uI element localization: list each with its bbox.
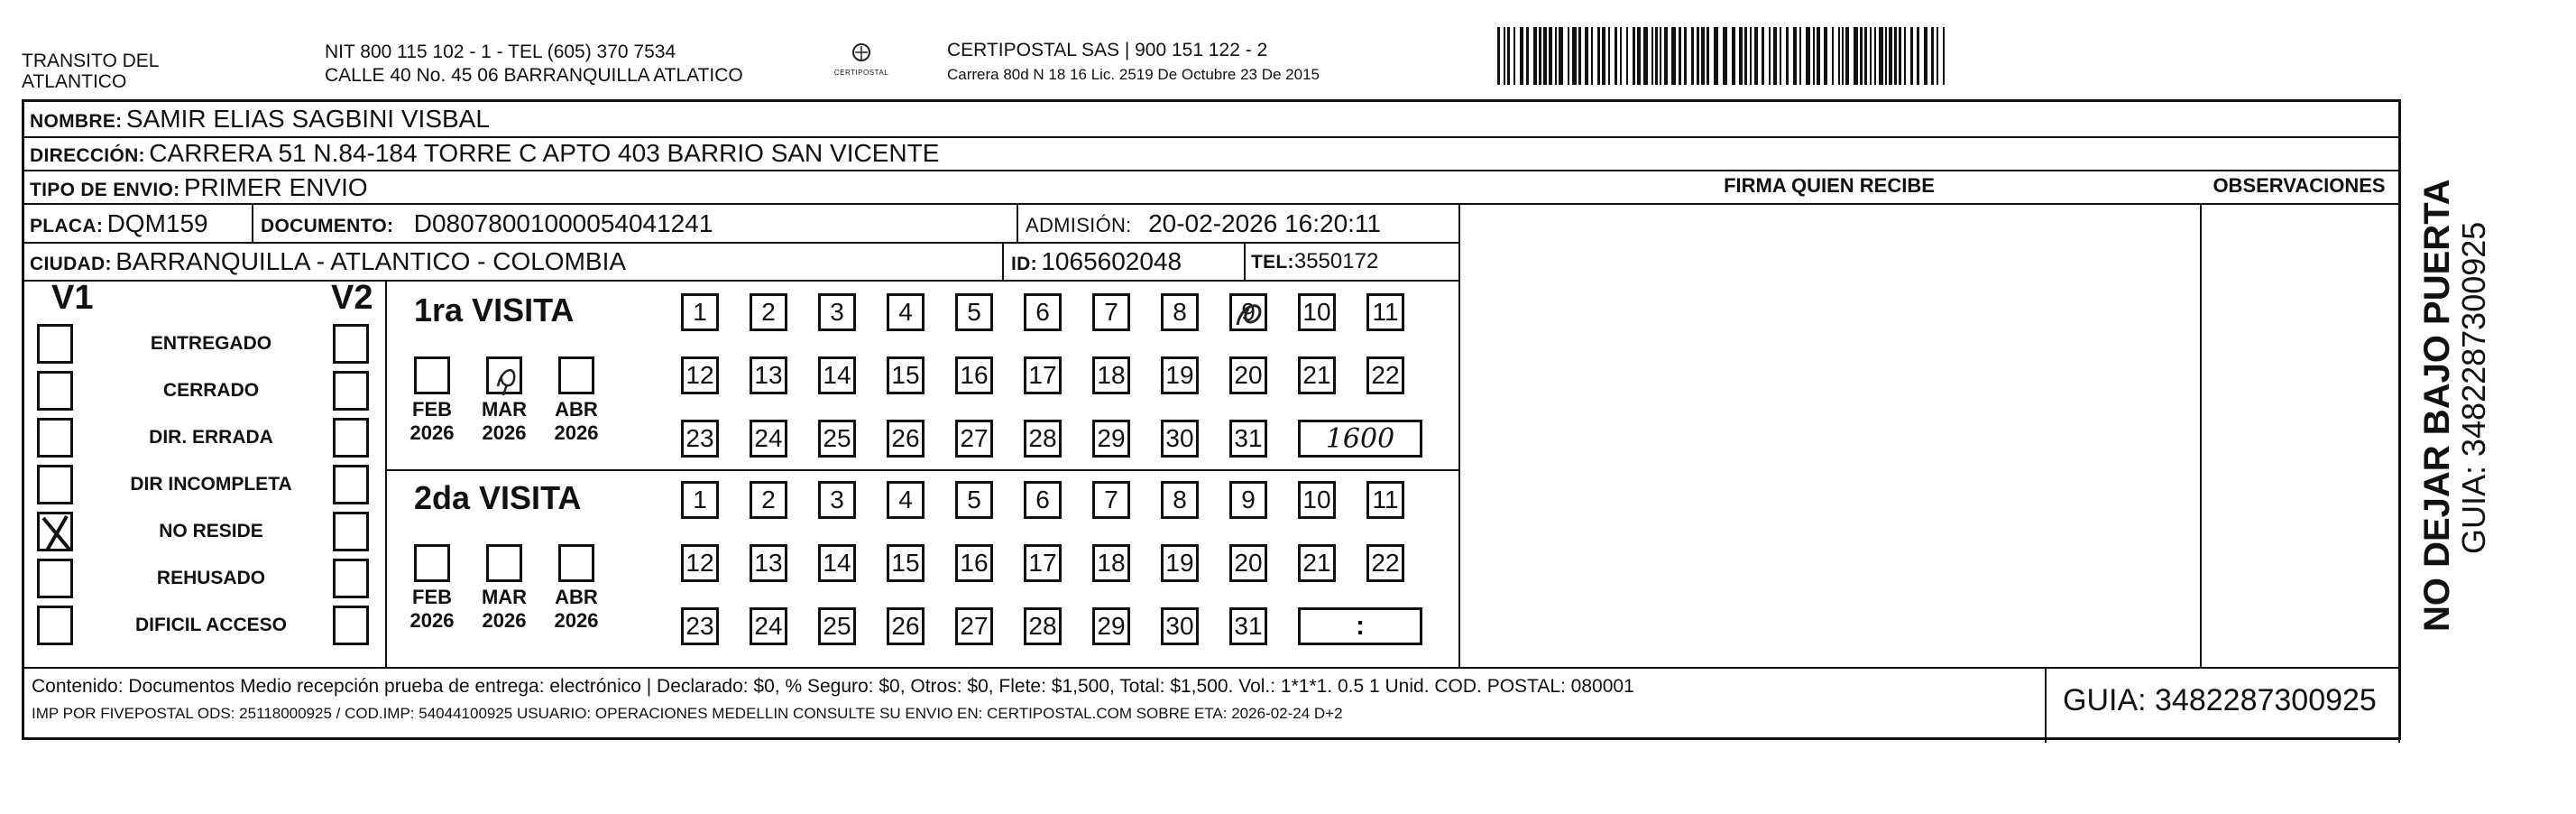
barcode-bar [1602, 27, 1605, 85]
barcode-bar [1533, 27, 1537, 85]
day-box[interactable]: 28 [1024, 607, 1062, 645]
v1-checkbox[interactable] [37, 324, 73, 364]
barcode-bar [1608, 27, 1610, 85]
barcode-bar [1655, 27, 1658, 85]
day-box[interactable]: 26 [887, 607, 925, 645]
id-label: ID: [1011, 254, 1037, 274]
day-box[interactable]: 24 [750, 607, 787, 645]
day-box[interactable]: 22 [1366, 356, 1404, 394]
barcode-bar [1597, 27, 1600, 85]
certipostal-logo [830, 38, 893, 85]
month-checkbox[interactable] [558, 356, 594, 394]
day-box[interactable]: 11 [1366, 293, 1404, 331]
visit-2-title: 2da VISITA [414, 479, 582, 516]
sender-nit: NIT 800 115 102 - 1 - TEL (605) 370 7534 [325, 42, 676, 62]
barcode-bar [1899, 27, 1901, 85]
company-line: CERTIPOSTAL SAS | 900 151 122 - 2 [947, 40, 1268, 60]
tel-value: 3550172 [1293, 249, 1379, 273]
v1-checkbox[interactable] [37, 559, 73, 598]
status-label: DIR. ERRADA [149, 427, 273, 448]
day-box[interactable]: 22 [1366, 544, 1404, 582]
day-box[interactable]: 26 [887, 420, 925, 458]
tel-row [1251, 246, 1378, 280]
day-box[interactable]: 19 [1161, 356, 1199, 394]
barcode-bar [1879, 27, 1883, 85]
time-box[interactable] [1298, 420, 1422, 458]
id-row [1011, 246, 1182, 282]
v2-label: V2 [331, 279, 373, 317]
footer-imp: IMP POR FIVEPOSTAL ODS: 25118000925 / COD.IMP: 54044100925 USUARIO: OPERACIONES MEDELLIN CONSULTE SU ENVIO EN: CERTIPOSTAL.COM SOBRE ETA: 2026-02-24 D+2 [32, 705, 1343, 722]
barcode-bar [1889, 27, 1892, 85]
barcode-bar [1799, 27, 1801, 85]
barcode-bar [1904, 27, 1906, 85]
barcode-bar [1615, 27, 1617, 85]
day-box[interactable]: 5 [955, 481, 993, 519]
placa-label: PLACA: [30, 216, 104, 236]
barcode-bar [1824, 27, 1827, 85]
barcode-bar [1943, 27, 1945, 85]
day-box[interactable]: 25 [818, 607, 856, 645]
footer-contenido: Contenido: Documentos Medio recepción prueba de entrega: electrónico | Declarado: $0, % Seguro: $0, Otros: $0, Flete: $1,500, Total: $1,500. Vol.: 1*1*1. 0.5 1 Unid. COD. POSTAL: 080001 [32, 676, 1634, 697]
day-box[interactable]: 3 [818, 293, 856, 331]
barcode-bar [1643, 27, 1648, 85]
day-box[interactable]: 21 [1298, 356, 1336, 394]
day-box[interactable]: 16 [955, 356, 993, 394]
barcode-bar [1732, 27, 1735, 85]
barcode-bar [1679, 27, 1681, 85]
day-box[interactable]: 21 [1298, 544, 1336, 582]
firma-header: FIRMA QUIEN RECIBE [1724, 174, 1935, 197]
side-warning: NO DEJAR BAJO PUERTA [2417, 179, 2457, 632]
barcode-bar [1714, 27, 1718, 85]
month-checkbox[interactable] [558, 544, 594, 582]
day-box[interactable]: 18 [1092, 544, 1130, 582]
v1-label: V1 [51, 279, 94, 317]
direccion-label: DIRECCIÓN: [30, 145, 145, 166]
ciudad-value: BARRANQUILLA - ATLANTICO - COLOMBIA [115, 247, 627, 275]
status-label: NO RESIDE [159, 521, 263, 541]
day-box[interactable]: 6 [1024, 293, 1062, 331]
v2-checkbox[interactable] [333, 371, 369, 411]
id-value: 1065602048 [1041, 247, 1182, 275]
direccion-row [30, 138, 939, 173]
day-box[interactable]: 7 [1092, 293, 1130, 331]
barcode-bar [1697, 27, 1699, 85]
month-checkbox[interactable] [414, 544, 450, 582]
barcode-bar [1549, 27, 1552, 85]
time-box[interactable] [1298, 607, 1422, 645]
month-year: 2026 [409, 421, 455, 444]
status-label: DIR INCOMPLETA [130, 474, 292, 495]
month-year: 2026 [482, 421, 527, 444]
ciudad-row [30, 246, 626, 282]
barcode-bar [1773, 27, 1777, 85]
barcode-bar [1520, 27, 1523, 85]
barcode-bar [1543, 27, 1547, 85]
day-box[interactable]: 30 [1161, 607, 1199, 645]
month-label [400, 398, 464, 445]
barcode-bar [1497, 27, 1500, 85]
barcode-bar [1924, 27, 1927, 85]
barcode-bar [1762, 27, 1764, 85]
day-box[interactable]: 12 [681, 544, 719, 582]
month-label [400, 586, 464, 633]
nombre-row [30, 104, 490, 139]
barcode-bar [1739, 27, 1743, 85]
status-label: CERRADO [162, 380, 260, 401]
barcode-bar [1864, 27, 1867, 85]
v2-checkbox[interactable] [333, 559, 369, 598]
v2-checkbox[interactable] [333, 465, 369, 504]
barcode-bar [1842, 27, 1844, 85]
direccion-value: CARRERA 51 N.84-184 TORRE C APTO 403 BARRIO SAN VICENTE [149, 139, 940, 167]
placa-row [30, 208, 208, 244]
barcode-bar [1701, 27, 1705, 85]
barcode-bar [1806, 27, 1810, 85]
day-box[interactable]: 28 [1024, 420, 1062, 458]
day-box[interactable]: 2 [750, 293, 787, 331]
day-box[interactable]: 13 [750, 356, 787, 394]
day-box[interactable]: 8 [1161, 481, 1199, 519]
nombre-label: NOMBRE: [30, 111, 123, 132]
barcode-bar [1651, 27, 1653, 85]
day-box[interactable]: 4 [887, 481, 925, 519]
tipo-value: PRIMER ENVIO [183, 173, 368, 201]
placa-value: DQM159 [106, 209, 208, 237]
barcode-bar [1526, 27, 1529, 85]
barcode-bar [1507, 27, 1510, 85]
month-checkbox[interactable] [414, 356, 450, 394]
day-box[interactable]: 15 [887, 356, 925, 394]
day-box[interactable]: 4 [887, 293, 925, 331]
day-box[interactable]: 13 [750, 544, 787, 582]
barcode-bar [1769, 27, 1771, 85]
logo-text: CERTIPOSTAL [833, 69, 889, 77]
check-mark-icon [40, 514, 76, 554]
day-number: 9 [1241, 298, 1256, 326]
month-name: FEB [412, 586, 452, 608]
barcode-bar [1838, 27, 1840, 85]
documento-row [261, 208, 713, 244]
barcode-bar [1504, 27, 1505, 85]
barcode-bar [1626, 27, 1628, 85]
day-box[interactable]: 6 [1024, 481, 1062, 519]
barcode-bar [1585, 27, 1588, 85]
month-checkbox[interactable] [486, 356, 522, 394]
barcode-bar [1817, 27, 1820, 85]
barcode-bar [1854, 27, 1858, 85]
day-box[interactable]: 18 [1092, 356, 1130, 394]
day-box[interactable]: 11 [1366, 481, 1404, 519]
ciudad-label: CIUDAD: [30, 254, 112, 274]
v1-checkbox[interactable] [37, 465, 73, 504]
month-label [473, 398, 536, 445]
barcode-bar [1786, 27, 1789, 85]
day-box[interactable]: 14 [818, 544, 856, 582]
barcode-bar [1885, 27, 1887, 85]
v2-checkbox[interactable] [333, 418, 369, 458]
v1-checkbox[interactable] [37, 371, 73, 411]
barcode-bar [1780, 27, 1781, 85]
day-box[interactable]: 29 [1092, 607, 1130, 645]
barcode [1497, 27, 1948, 85]
sender-line-1: TRANSITO DEL [22, 51, 160, 71]
month-label [545, 586, 608, 633]
day-box[interactable]: 3 [818, 481, 856, 519]
barcode-bar [1793, 27, 1797, 85]
day-box[interactable]: 16 [955, 544, 993, 582]
barcode-bar [1660, 27, 1661, 85]
month-name: MAR [481, 398, 528, 421]
sender-line-2: ATLANTICO [22, 71, 127, 92]
day-box[interactable]: 31 [1229, 607, 1267, 645]
day-box[interactable]: 10 [1298, 481, 1336, 519]
barcode-bar [1874, 27, 1876, 85]
status-label: DIFICIL ACCESO [134, 615, 287, 635]
time-value: : [1356, 611, 1365, 641]
v1-checkbox[interactable] [37, 606, 73, 645]
barcode-bar [1572, 27, 1577, 85]
license-line: Carrera 80d N 18 16 Lic. 2519 De Octubre 23 De 2015 [947, 66, 1320, 83]
v2-checkbox[interactable] [333, 606, 369, 645]
month-name: MAR [481, 586, 528, 608]
day-box[interactable]: 20 [1229, 544, 1267, 582]
barcode-bar [1754, 27, 1758, 85]
barcode-bar [1591, 27, 1593, 85]
day-box[interactable]: 27 [955, 420, 993, 458]
month-checkbox[interactable] [486, 544, 522, 582]
barcode-bar [1707, 27, 1709, 85]
day-box[interactable]: 30 [1161, 420, 1199, 458]
day-box[interactable]: 1 [681, 481, 719, 519]
barcode-bar [1870, 27, 1872, 85]
month-name: ABR [555, 398, 598, 421]
barcode-bar [1937, 27, 1938, 85]
admision-row [1026, 208, 1381, 244]
day-box[interactable]: 25 [818, 420, 856, 458]
day-box[interactable]: 17 [1024, 356, 1062, 394]
day-box[interactable]: 10 [1298, 293, 1336, 331]
barcode-bar [1845, 27, 1849, 85]
month-year: 2026 [554, 421, 599, 444]
day-box[interactable]: 15 [887, 544, 925, 582]
v1-checkbox[interactable] [37, 418, 73, 458]
day-box[interactable]: 20 [1229, 356, 1267, 394]
documento-value: D08078001000054041241 [413, 209, 713, 237]
month-year: 2026 [554, 609, 599, 632]
barcode-bar [1633, 27, 1635, 85]
status-label: ENTREGADO [150, 333, 272, 354]
barcode-bar [1568, 27, 1569, 85]
barcode-bar [1744, 27, 1747, 85]
barcode-bar [1931, 27, 1934, 85]
month-name: FEB [412, 398, 452, 421]
observaciones-header: OBSERVACIONES [2213, 174, 2386, 197]
v2-checkbox[interactable] [333, 324, 369, 364]
barcode-bar [1539, 27, 1541, 85]
barcode-bar [1691, 27, 1694, 85]
documento-label: DOCUMENTO: [261, 216, 394, 236]
status-label: REHUSADO [156, 568, 266, 588]
month-label [473, 586, 536, 633]
barcode-bar [1894, 27, 1897, 85]
day-box[interactable]: 2 [750, 481, 787, 519]
barcode-bar [1813, 27, 1815, 85]
admision-label: ADMISIÓN: [1026, 214, 1132, 236]
barcode-bar [1750, 27, 1752, 85]
day-box[interactable]: 27 [955, 607, 993, 645]
month-name: ABR [555, 586, 598, 608]
day-box[interactable]: 19 [1161, 544, 1199, 582]
day-box[interactable]: 29 [1092, 420, 1130, 458]
tipo-row [30, 172, 368, 208]
barcode-bar [1684, 27, 1687, 85]
v2-checkbox[interactable] [333, 512, 369, 551]
visit-1-title: 1ra VISITA [414, 291, 575, 328]
day-box[interactable] [1229, 293, 1267, 331]
barcode-bar [1637, 27, 1641, 85]
day-box[interactable]: 8 [1161, 293, 1199, 331]
tipo-label: TIPO DE ENVIO: [30, 180, 180, 200]
barcode-bar [1555, 27, 1557, 85]
barcode-bar [1671, 27, 1676, 85]
barcode-bar [1559, 27, 1563, 85]
day-box[interactable]: 12 [681, 356, 719, 394]
day-box[interactable]: 9 [1229, 481, 1267, 519]
barcode-bar [1578, 27, 1581, 85]
barcode-bar [1910, 27, 1913, 85]
day-box[interactable]: 23 [681, 607, 719, 645]
day-box[interactable]: 24 [750, 420, 787, 458]
month-year: 2026 [409, 609, 455, 632]
barcode-bar [1664, 27, 1668, 85]
month-label [545, 398, 608, 445]
nombre-value: SAMIR ELIAS SAGBINI VISBAL [125, 105, 490, 133]
day-box[interactable]: 7 [1092, 481, 1130, 519]
day-box[interactable]: 23 [681, 420, 719, 458]
month-year: 2026 [482, 609, 527, 632]
day-box[interactable]: 5 [955, 293, 993, 331]
barcode-bar [1917, 27, 1919, 85]
day-box[interactable]: 31 [1229, 420, 1267, 458]
handwritten-mark-icon [1232, 296, 1270, 334]
tel-label: TEL: [1251, 252, 1294, 273]
footer-guia: GUIA: 3482287300925 [2063, 683, 2377, 717]
barcode-bar [1723, 27, 1727, 85]
sender-name [22, 51, 159, 92]
day-box[interactable]: 14 [818, 356, 856, 394]
barcode-bar [1860, 27, 1863, 85]
day-box[interactable]: 1 [681, 293, 719, 331]
handwritten-mark-icon [489, 359, 525, 397]
sender-address: CALLE 40 No. 45 06 BARRANQUILLA ATLATICO [325, 65, 743, 86]
side-guia: GUIA: 3482287300925 [2455, 221, 2492, 554]
barcode-bar [1620, 27, 1622, 85]
barcode-bar [1832, 27, 1834, 85]
certipostal-logo-icon [830, 38, 893, 85]
day-box[interactable]: 17 [1024, 544, 1062, 582]
time-value: 1600 [1325, 422, 1395, 455]
admision-value: 20-02-2026 16:20:11 [1148, 209, 1381, 237]
delivery-form [22, 99, 2401, 740]
barcode-bar [1513, 27, 1515, 85]
v1-checkbox[interactable] [37, 512, 73, 551]
